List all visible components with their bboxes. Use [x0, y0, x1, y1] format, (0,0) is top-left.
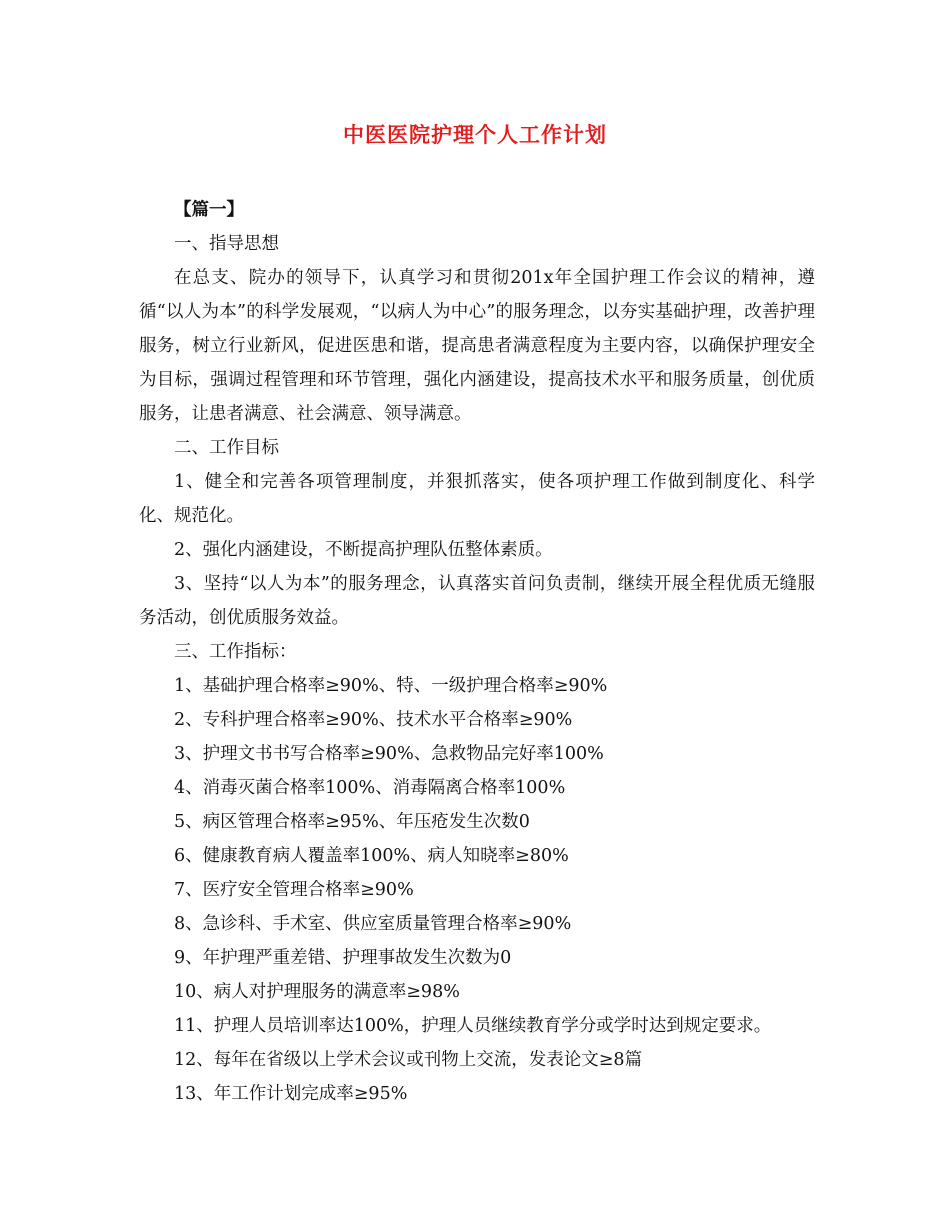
indicator-item: 4、消毒灭菌合格率100%、消毒隔离合格率100%: [174, 778, 566, 798]
indicator-item: 10、病人对护理服务的满意率≥98%: [174, 982, 460, 1002]
indicator-item: 5、病区管理合格率≥95%、年压疮发生次数0: [174, 812, 530, 832]
indicator-item: 9、年护理严重差错、护理事故发生次数为0: [174, 948, 512, 968]
document-body: [139, 193, 815, 1111]
indicator-item: 13、年工作计划完成率≥95%: [174, 1084, 408, 1104]
indicator-item: 8、急诊科、手术室、供应室质量管理合格率≥90%: [174, 914, 572, 934]
indicator-item: 7、医疗安全管理合格率≥90%: [174, 880, 414, 900]
heading-guiding-ideology: 一、指导思想: [174, 234, 279, 254]
document-title: 中医医院护理个人工作计划: [343, 122, 607, 147]
indicator-item: 6、健康教育病人覆盖率100%、病人知晓率≥80%: [174, 846, 569, 866]
section-tag: 【篇一】: [174, 200, 244, 220]
goal-item: 2、强化内涵建设，不断提高护理队伍整体素质。: [174, 540, 553, 560]
indicator-item: 11、护理人员培训率达100%，护理人员继续教育学分或学时达到规定要求。: [174, 1016, 772, 1036]
heading-work-indicators: 三、工作指标：: [174, 642, 297, 662]
paragraph-guiding-ideology: 在总支、院办的领导下，认真学习和贯彻201x年全国护理工作会议的精神，遵循“以人为本”的科学发展观，“以病人为中心”的服务理念，以夯实基础护理，改善护理服务，树立行业新风，促进医患和谐，提高患者满意程度为主要内容，以确保护理安全为目标，强调过程管理和环节管理，强化内涵建设，提高技术水平和服务质量，创优质服务，让患者满意、社会满意、领导满意。: [139, 268, 815, 424]
indicator-item: 2、专科护理合格率≥90%、技术水平合格率≥90%: [174, 710, 573, 730]
indicator-item: 12、每年在省级以上学术会议或刊物上交流，发表论文≥8篇: [174, 1050, 643, 1070]
indicator-item: 1、基础护理合格率≥90%、特、一级护理合格率≥90%: [174, 676, 608, 696]
indicator-item: 3、护理文书书写合格率≥90%、急救物品完好率100%: [174, 744, 604, 764]
heading-work-goals: 二、工作目标: [174, 438, 279, 458]
goal-item: 3、坚持“以人为本”的服务理念，认真落实首问负责制，继续开展全程优质无缝服务活动，创优质服务效益。: [139, 574, 815, 628]
goal-item: 1、健全和完善各项管理制度，并狠抓落实，使各项护理工作做到制度化、科学化、规范化。: [139, 472, 815, 526]
